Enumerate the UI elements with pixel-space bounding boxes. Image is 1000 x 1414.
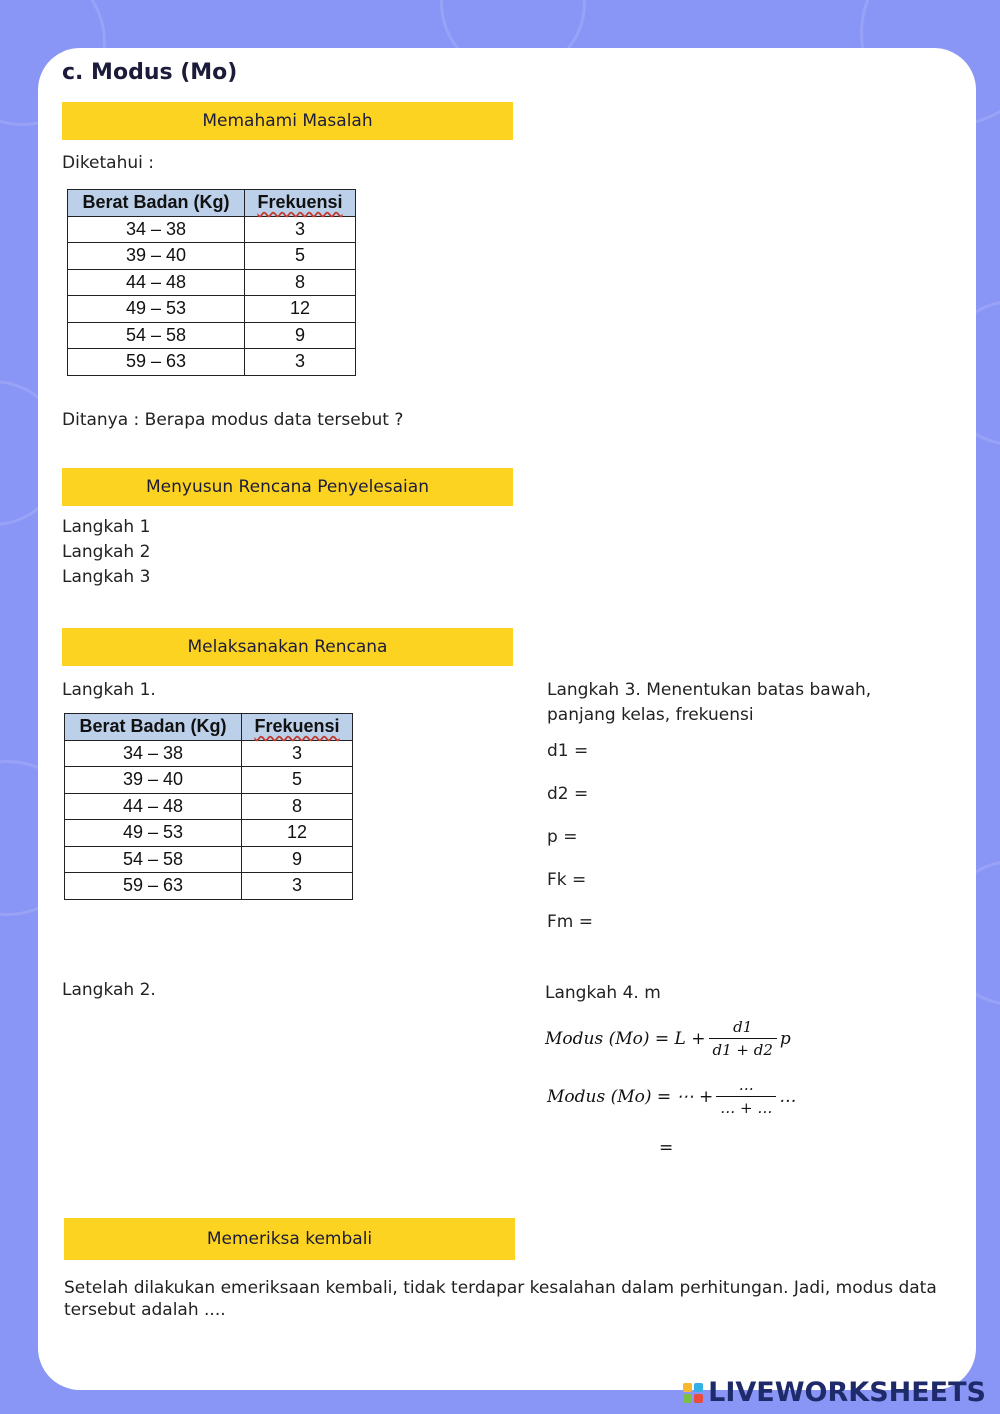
langkah1-label: Langkah 1.: [62, 680, 156, 700]
formula-numerator[interactable]: …: [738, 1076, 754, 1094]
logo-icon: [683, 1383, 703, 1403]
table-cell: 12: [245, 296, 356, 323]
table-cell: 44 – 48: [68, 269, 245, 296]
rencana-step: Langkah 3: [62, 567, 151, 587]
table-cell: 44 – 48: [65, 793, 242, 820]
banner-melaksanakan-rencana: Melaksanakan Rencana: [62, 628, 513, 666]
formula-fraction[interactable]: [716, 1076, 776, 1117]
langkah2-label: Langkah 2.: [62, 980, 156, 1000]
table-row: [68, 322, 356, 349]
table-row: [68, 216, 356, 243]
ditanya-question: Ditanya : Berapa modus data tersebut ?: [62, 410, 404, 430]
table-row: [65, 767, 353, 794]
table-cell: 9: [245, 322, 356, 349]
fm-field[interactable]: Fm =: [547, 912, 593, 932]
table-cell: 59 – 63: [68, 349, 245, 376]
rencana-step: Langkah 2: [62, 542, 151, 562]
worksheet-card: [38, 48, 976, 1390]
rencana-step: Langkah 1: [62, 517, 151, 537]
table-header: Frekuensi: [245, 190, 356, 217]
table-cell: 59 – 63: [65, 873, 242, 900]
table-cell: 3: [242, 873, 353, 900]
table-row: [65, 873, 353, 900]
banner-memeriksa-kembali: Memeriksa kembali: [64, 1218, 515, 1260]
formula-numerator: d1: [733, 1018, 753, 1036]
table-header: Frekuensi: [242, 714, 353, 741]
frequency-table-langkah1: [64, 713, 353, 900]
modus-formula-filled[interactable]: [547, 1076, 796, 1117]
table-cell: 3: [245, 216, 356, 243]
formula-tail: p: [779, 1028, 791, 1049]
formula-denominator: d1 + d2: [709, 1038, 777, 1059]
d2-field[interactable]: d2 =: [547, 784, 589, 804]
table-cell: 12: [242, 820, 353, 847]
langkah3-title: Langkah 3. Menentukan batas bawah, panjang kelas, frekuensi: [547, 680, 872, 725]
page-title: c. Modus (Mo): [62, 60, 238, 85]
table-row: [68, 243, 356, 270]
table-cell: 54 – 58: [65, 846, 242, 873]
d1-field[interactable]: d1 =: [547, 741, 589, 761]
liveworksheets-logo: [683, 1377, 986, 1408]
table-cell: 49 – 53: [68, 296, 245, 323]
diketahui-label: Diketahui :: [62, 153, 154, 173]
table-row: [68, 349, 356, 376]
table-cell: 34 – 38: [68, 216, 245, 243]
table-cell: 54 – 58: [68, 322, 245, 349]
table-cell: 9: [242, 846, 353, 873]
table-cell: 8: [245, 269, 356, 296]
table-row: [65, 846, 353, 873]
logo-text: LIVEWORKSHEETS: [708, 1377, 986, 1408]
table-cell: 5: [245, 243, 356, 270]
table-cell: 5: [242, 767, 353, 794]
table-cell: 39 – 40: [65, 767, 242, 794]
formula-lhs: Modus (Mo) = L +: [545, 1028, 706, 1049]
formula-denominator[interactable]: … + …: [716, 1096, 776, 1117]
table-cell: 39 – 40: [68, 243, 245, 270]
formula-fraction: [709, 1018, 777, 1059]
formula-tail[interactable]: …: [779, 1086, 797, 1107]
table-row: [68, 269, 356, 296]
conclusion-text: Setelah dilakukan emeriksaan kembali, tidak terdapar kesalahan dalam perhitungan. Jadi, modus data tersebut adalah ....: [64, 1278, 937, 1320]
langkah4-title: Langkah 4. m: [545, 983, 661, 1003]
fk-field[interactable]: Fk =: [547, 870, 587, 890]
table-header: Berat Badan (Kg): [68, 190, 245, 217]
table-cell: 3: [245, 349, 356, 376]
formula-lhs: Modus (Mo) = ⋯ +: [547, 1086, 714, 1107]
banner-menyusun-rencana: Menyusun Rencana Penyelesaian: [62, 468, 513, 506]
result-equals[interactable]: =: [659, 1138, 674, 1158]
table-row: [65, 820, 353, 847]
table-row: [65, 740, 353, 767]
table-row: [65, 793, 353, 820]
table-header: Berat Badan (Kg): [65, 714, 242, 741]
table-row: [68, 296, 356, 323]
frequency-table-known: [67, 189, 356, 376]
table-cell: 34 – 38: [65, 740, 242, 767]
banner-memahami-masalah: Memahami Masalah: [62, 102, 513, 140]
table-cell: 3: [242, 740, 353, 767]
table-cell: 8: [242, 793, 353, 820]
p-field[interactable]: p =: [547, 827, 578, 847]
modus-formula: [545, 1018, 791, 1059]
table-cell: 49 – 53: [65, 820, 242, 847]
